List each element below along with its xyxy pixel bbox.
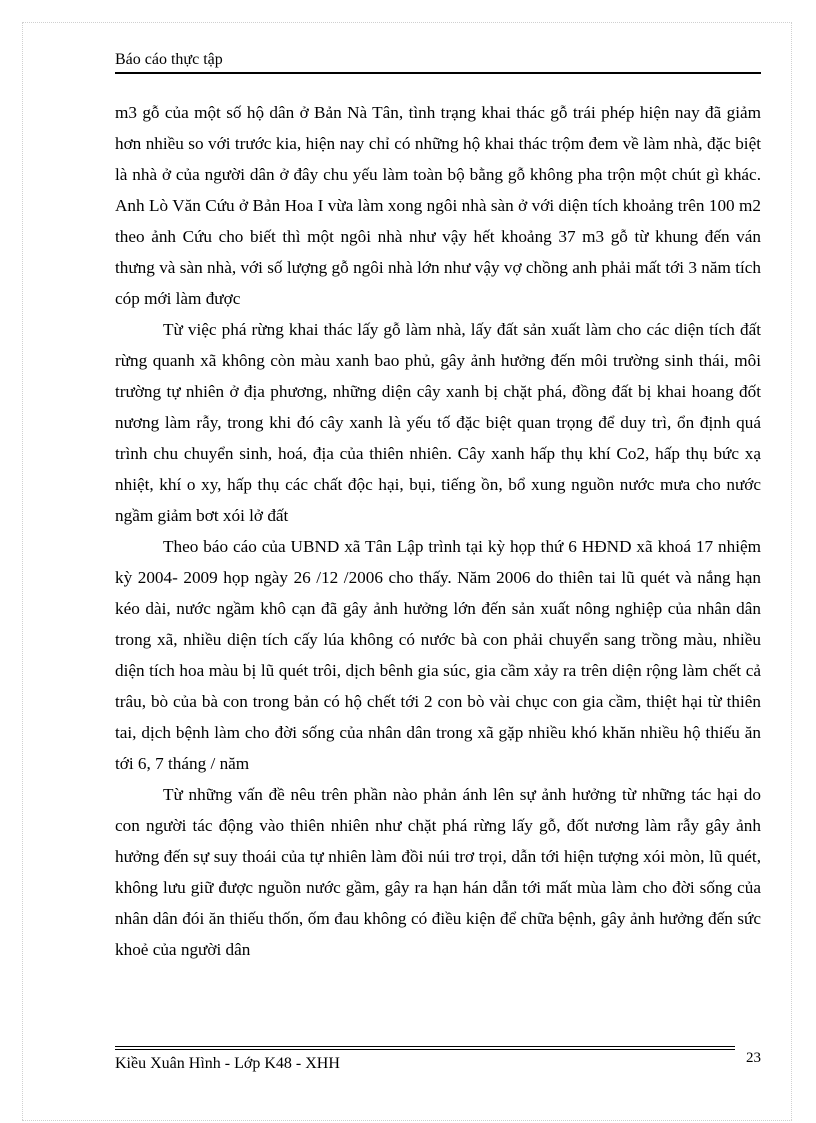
footer-author: Kiều Xuân Hình - Lớp K48 - XHH (115, 1055, 340, 1072)
page-bottom-border (22, 1120, 792, 1121)
page-header (115, 50, 761, 74)
footer-rule-top (115, 1046, 735, 1047)
header-title: Báo cáo thực tập (115, 51, 223, 68)
footer-rule-bottom (115, 1049, 735, 1050)
header-rule (115, 72, 761, 74)
paragraph-4: Từ những vấn đề nêu trên phần nào phản ánh lên sự ảnh hưởng từ những tác hại do con người tác động vào thiên nhiên như chặt phá rừng lấy gỗ, đốt nương làm rẫy gây ảnh hưởng đến sự suy thoái của tự nhiên làm đồi núi trơ trọi, dẫn tới hiện tượng xói mòn, lũ quét, không lưu giữ được nguồn nước gầm, gây ra hạn hán dẫn tới mất mùa làm cho đời sống của nhân dân đói ăn thiếu thốn, ốm đau không có điều kiện để chữa bệnh, gây ảnh hưởng đến sức khoẻ của người dân (115, 785, 761, 959)
paragraph-2: Từ việc phá rừng khai thác lấy gỗ làm nhà, lấy đất sản xuất làm cho các diện tích đất rừng quanh xã không còn màu xanh bao phủ, gây ảnh hưởng đến môi trường sinh thái, môi trường tự nhiên ở địa phương, những diện cây xanh bị chặt phá, đồng đất bị khai hoang đốt nương làm rẫy, trong khi đó cây xanh là yếu tố đặc biệt quan trọng để duy trì, ổn định quá trình chu chuyển sinh, hoá, địa của thiên nhiên. Cây xanh hấp thụ khí Co2, hấp thụ bức xạ nhiệt, khí o xy, hấp thụ các chất độc hại, bụi, tiếng ồn, bổ xung nguồn nước mưa cho nước ngầm giảm bơt xói lở đất (115, 320, 761, 525)
page-footer (115, 1046, 761, 1078)
paragraph-1: m3 gỗ của một số hộ dân ở Bản Nà Tân, tình trạng khai thác gỗ trái phép hiện nay đã giảm hơn nhiều so với trước kia, hiện nay chỉ có những hộ khai thác trộm đem về làm nhà, đặc biệt là nhà ở của người dân ở đây chu yếu làm toàn bộ bằng gỗ không pha trộn một chút gì khác. Anh Lò Văn Cứu ở Bản Hoa I vừa làm xong ngôi nhà sàn ở với diện tích khoảng trên 100 m2 theo ảnh Cứu cho biết thì một ngôi nhà như vậy hết khoảng 37 m3 gỗ từ khung đến ván thưng và sàn nhà, với số lượng gỗ ngôi nhà lớn như vậy vợ chồng anh phải mất tới 3 năm tích cóp mới làm được (115, 103, 761, 308)
document-body (115, 97, 761, 965)
page-number: 23 (746, 1050, 761, 1066)
paragraph-3: Theo báo cáo của UBND xã Tân Lập trình tại kỳ họp thứ 6 HĐND xã khoá 17 nhiệm kỳ 2004- 2009 họp ngày 26 /12 /2006 cho thấy. Năm 2006 do thiên tai lũ quét và nắng hạn kéo dài, nước ngầm khô cạn đã gây ảnh hưởng lớn đến sản xuất nông nghiệp của nhân dân trong xã, nhiều diện tích cấy lúa không có nước bà con phải chuyển sang trồng màu, nhiều diện tích hoa màu bị lũ quét trôi, dịch bênh gia súc, gia cầm xảy ra trên diện rộng làm chết cả trâu, bò của bà con trong bản có hộ chết tới 2 con bò vài chục con gia cầm, thiệt hại từ thiên tai, dịch bệnh làm cho đời sống của nhân dân trong xã gặp nhiều khó khăn nhiều hộ thiếu ăn tới 6, 7 tháng / năm (115, 537, 761, 773)
